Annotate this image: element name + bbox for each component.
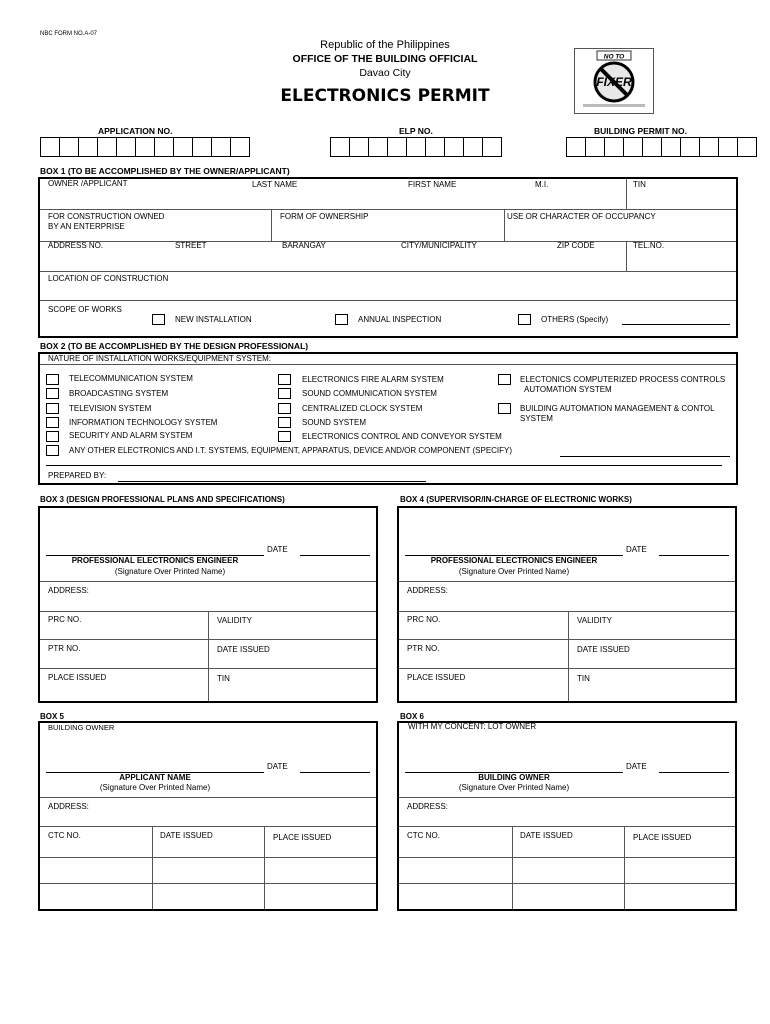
security-alarm-checkbox[interactable] [46,431,59,442]
form-number: NBC FORM NO.A-07 [40,31,98,37]
telecom-checkbox[interactable] [46,374,59,385]
city-label: CITY/MUNICIPALITY [401,241,477,250]
box2-title: BOX 2 (TO BE ACCOMPLISHED BY THE DESIGN PROFESSIONAL) [40,341,309,351]
elp-no-label: ELP NO. [399,126,433,136]
box5-subtitle: BUILDING OWNER [48,723,115,732]
sound-comm-checkbox[interactable] [278,388,291,399]
construction-owned-label: FOR CONSTRUCTION OWNED [48,212,165,221]
box6-signature-caption: (Signature Over Printed Name) [458,783,570,792]
television-label: TELEVISION SYSTEM [69,404,152,413]
box4-date-issued-label: DATE ISSUED [577,645,630,654]
building-automation-label: BUILDING AUTOMATION MANAGEMENT & CONTOL [520,404,715,413]
box5-title: BOX 5 [40,712,65,721]
box5-date-line[interactable] [300,772,370,773]
others-checkbox[interactable] [518,314,531,325]
sound-system-label: SOUND SYSTEM [302,418,367,427]
box1 [38,177,738,338]
box6-subtitle: WITH MY CONCENT: LOT OWNER [408,722,537,731]
clock-system-checkbox[interactable] [278,403,291,414]
building-permit-no-label: BUILDING PERMIT NO. [594,126,688,136]
street-label: STREET [175,241,207,250]
box3-tin-label: TIN [217,674,230,683]
city-line: Davao City [359,67,411,79]
other-specify-line[interactable] [560,456,730,457]
broadcasting-checkbox[interactable] [46,388,59,399]
clock-system-label: CENTRALIZED CLOCK SYSTEM [302,404,423,413]
box4-place-issued-label: PLACE ISSUED [407,673,466,682]
box5-signature-caption: (Signature Over Printed Name) [99,783,211,792]
box6-date-line[interactable] [659,772,729,773]
box5-role: APPLICANT NAME [119,773,191,782]
conveyor-checkbox[interactable] [278,431,291,442]
prepared-by-line[interactable] [118,481,426,482]
box4-tin-label: TIN [577,674,590,683]
box5-place-issued-label: PLACE ISSUED [273,833,332,842]
box4-role: PROFESSIONAL ELECTRONICS ENGINEER [430,556,598,565]
other-specify-line-2[interactable] [46,465,722,466]
box4-date-label: DATE [626,545,647,554]
box4-prc-label: PRC NO. [407,615,441,624]
first-name-label: FIRST NAME [408,180,457,189]
box3-date-line[interactable] [300,555,370,556]
box3-date-label: DATE [267,545,288,554]
process-controls-label: ELECTONICS COMPUTERIZED PROCESS CONTROLS [520,375,726,384]
box3-title: BOX 3 (DESIGN PROFESSIONAL PLANS AND SPECIFICATIONS) [40,495,285,504]
last-name-label: LAST NAME [252,180,298,189]
annual-inspection-label: ANNUAL INSPECTION [358,315,442,324]
box1-title: BOX 1 (TO BE ACCOMPLISHED BY THE OWNER/APPLICANT) [40,166,290,176]
mi-label: M.I. [535,180,549,189]
others-specify-line[interactable] [622,324,730,325]
fire-alarm-checkbox[interactable] [278,374,291,385]
it-system-checkbox[interactable] [46,417,59,428]
broadcasting-label: BROADCASTING SYSTEM [69,389,169,398]
box4-ptr-label: PTR NO. [407,644,440,653]
application-no-label: APPLICATION NO. [98,126,173,136]
box5-ctc-label: CTC NO. [48,831,81,840]
box3-address-label: ADDRESS: [48,586,89,595]
no-to-fixer-logo [574,48,654,114]
box6-date-issued-label: DATE ISSUED [520,831,573,840]
security-alarm-label: SECURITY AND ALARM SYSTEM [69,431,193,440]
sound-system-checkbox[interactable] [278,417,291,428]
new-installation-label: NEW INSTALLATION [175,315,252,324]
box3-role: PROFESSIONAL ELECTRONICS ENGINEER [71,556,239,565]
box3-prc-label: PRC NO. [48,615,82,624]
television-checkbox[interactable] [46,403,59,414]
application-no-cells[interactable] [40,137,250,157]
box6-ctc-label: CTC NO. [407,831,440,840]
use-occupancy-label: USE OR CHARACTER OF OCCUPANCY [507,212,656,221]
box5-date-label: DATE [267,762,288,771]
building-automation-system-label: SYSTEM [520,414,553,423]
other-electronics-checkbox[interactable] [46,445,59,456]
telecom-label: TELECOMMUNICATION SYSTEM [69,374,193,383]
office-line: OFFICE OF THE BUILDING OFFICIAL [292,53,478,65]
box3-ptr-label: PTR NO. [48,644,81,653]
box3-validity-label: VALIDITY [217,616,252,625]
republic-line: Republic of the Philippines [320,39,450,51]
location-label: LOCATION OF CONSTRUCTION [48,274,169,283]
box3-date-issued-label: DATE ISSUED [217,645,270,654]
conveyor-label: ELECTRONICS CONTROL AND CONVEYOR SYSTEM [302,432,502,441]
scope-label: SCOPE OF WORKS [48,305,122,314]
zip-label: ZIP CODE [557,241,595,250]
address-no-label: ADDRESS NO. [48,241,104,250]
automation-label: AUTOMATION SYSTEM [524,385,612,394]
building-permit-no-cells[interactable] [566,137,757,157]
new-installation-checkbox[interactable] [152,314,165,325]
box5-address-label: ADDRESS: [48,802,89,811]
box5-date-issued-label: DATE ISSUED [160,831,213,840]
elp-no-cells[interactable] [330,137,502,157]
box6-address-label: ADDRESS: [407,802,448,811]
tel-label: TEL.NO. [633,241,665,250]
owner-label: OWNER /APPLICANT [48,179,128,188]
building-automation-checkbox[interactable] [498,403,511,414]
enterprise-label: BY AN ENTERPRISE [48,222,125,231]
logo-word: FIXER [596,75,632,89]
box4-title: BOX 4 (SUPERVISOR/IN-CHARGE OF ELECTRONIC WORKS) [400,495,632,504]
annual-inspection-checkbox[interactable] [335,314,348,325]
sound-comm-label: SOUND COMMUNICATION SYSTEM [302,389,437,398]
others-label: OTHERS (Specify) [541,315,609,324]
tin-label: TIN [633,180,646,189]
box3-signature-caption: (Signature Over Printed Name) [114,567,226,576]
nature-label: NATURE OF INSTALLATION WORKS/EQUIPMENT SYSTEM: [48,354,271,363]
form-ownership-label: FORM OF OWNERSHIP [280,212,369,221]
box6-date-label: DATE [626,762,647,771]
box6-place-issued-label: PLACE ISSUED [633,833,692,842]
barangay-label: BARANGAY [282,241,326,250]
process-controls-checkbox[interactable] [498,374,511,385]
box4-validity-label: VALIDITY [577,616,612,625]
box6-title: BOX 6 [400,712,425,721]
box3-place-issued-label: PLACE ISSUED [48,673,107,682]
box4-signature-caption: (Signature Over Printed Name) [458,567,570,576]
it-system-label: INFORMATION TECHNOLOGY SYSTEM [69,418,218,427]
logo-top-text: NO TO [603,53,625,61]
other-electronics-label: ANY OTHER ELECTRONICS AND I.T. SYSTEMS, EQUIPMENT, APPARATUS, DEVICE AND/OR COMPONENT (SPECIFY) [69,446,513,455]
fire-alarm-label: ELECTRONICS FIRE ALARM SYSTEM [302,375,444,384]
box6-role: BUILDING OWNER [478,773,550,782]
prepared-by-label: PREPARED BY: [48,471,107,480]
page-title: ELECTRONICS PERMIT [280,86,490,106]
box4-date-line[interactable] [659,555,729,556]
box4-address-label: ADDRESS: [407,586,448,595]
